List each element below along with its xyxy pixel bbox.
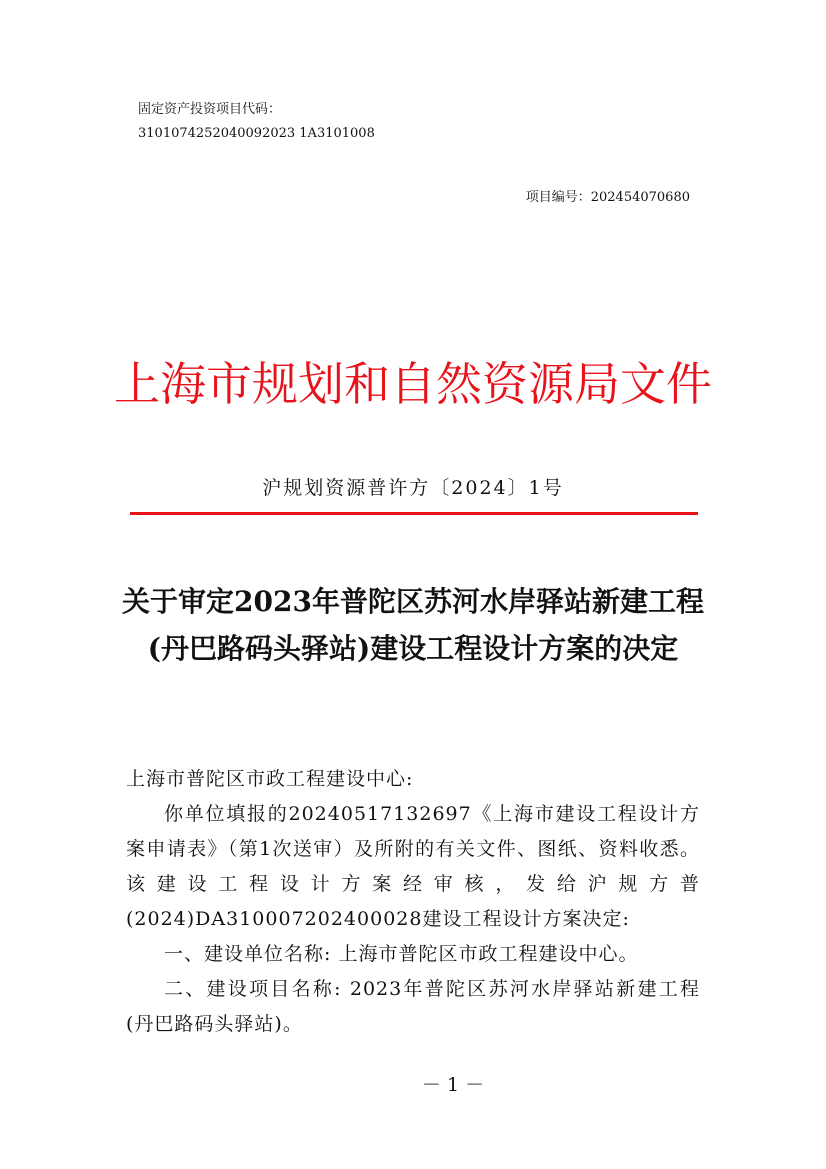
organization-title: 上海市规划和自然资源局文件 xyxy=(114,357,712,411)
page-number: － 1 － xyxy=(421,1074,485,1096)
asset-code-label: 固定资产投资项目代码： xyxy=(138,102,282,117)
red-divider xyxy=(130,512,698,515)
decision-title: 关于审定2023年普陀区苏河水岸驿站新建工程 (丹巴路码头驿站)建设工程设计方案的决定 xyxy=(122,585,704,665)
item-2: 二、建设项目名称: 2023年普陀区苏河水岸驿站新建工程 (丹巴路码头驿站)。 xyxy=(126,978,700,1035)
project-number xyxy=(526,188,690,208)
item-1: 一、建设单位名称: 上海市普陀区市政工程建设中心。 xyxy=(164,943,639,965)
document-number: 沪规划资源普许方〔2024〕1号 xyxy=(262,477,564,499)
document-body xyxy=(126,762,700,1042)
addressee: 上海市普陀区市政工程建设中心: xyxy=(126,768,414,790)
asset-code: 3101074252040092023 1A3101008 xyxy=(138,126,375,141)
paragraph-1: 你单位填报的20240517132697《上海市建设工程设计方案申请表》（第1次送审）及所附的有关文件、图纸、资料收悉。该建设工程设计方案经审核，发给沪规方普(2024)DA310007202400028建设工程设计方案决定: xyxy=(126,803,700,930)
project-number-text: 项目编号：202454070680 xyxy=(525,190,690,205)
